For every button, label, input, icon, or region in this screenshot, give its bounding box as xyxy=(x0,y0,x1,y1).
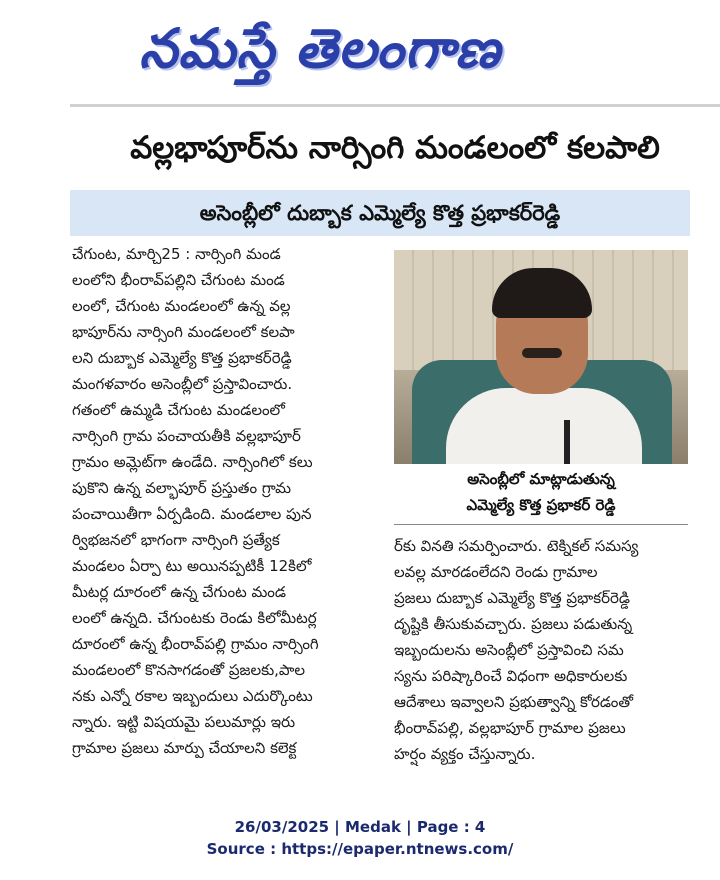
body-line: ర్విభజనలో భాగంగా నార్సింగి ప్రత్యేక xyxy=(72,531,280,549)
body-line: దూరంలో ఉన్న భీంరావ్‌పల్లి గ్రామం నార్సింగి xyxy=(72,635,319,653)
masthead-logo-text: నమస్తే తెలంగాణ xyxy=(139,17,501,80)
body-line: న్నారు. ఇట్టి విషయమై పలుమార్లు ఇరు xyxy=(72,713,296,731)
body-line: ఆదేశాలు ఇవ్వాలని ప్రభుత్వాన్ని కోరడంతో xyxy=(394,693,634,711)
body-line: గ్రామాల ప్రజలు మార్పు చేయాలని కలెక్ట xyxy=(72,739,297,757)
masthead-divider xyxy=(70,104,720,107)
body-line: ఇబ్బందులను అసెంబ్లీలో ప్రస్తావించి సమ xyxy=(394,641,624,659)
mla-speaking-photo xyxy=(394,250,688,464)
body-line: దృష్టికి తీసుకువచ్చారు. ప్రజలు పడుతున్న xyxy=(394,615,633,633)
page-footer xyxy=(0,816,720,860)
body-line: మండలంలో కొనసాగడంతో ప్రజలకు,పాల xyxy=(72,661,306,679)
body-line: ప్రజలు దుబ్బాక ఎమ్మెల్యే కొత్త ప్రభాకర్‌రెడ్డి xyxy=(394,589,630,607)
edition-info: 26/03/2025 | Medak | Page : 4 xyxy=(234,818,486,836)
photo-caption-line: అసెంబ్లీలో మాట్లాడుతున్న xyxy=(467,470,615,488)
photo-caption-line: ఎమ్మెల్యే కొత్త ప్రభాకర్ రెడ్డి xyxy=(466,496,616,514)
body-line: పంచాయితీగా ఏర్పడింది. మండలాల పున xyxy=(72,505,312,523)
body-line: చేగుంట, మార్చి25 : నార్సింగి మండ xyxy=(72,245,281,263)
body-line: హర్షం వ్యక్తం చేస్తున్నారు. xyxy=(394,745,536,763)
body-line: పుకొని ఉన్న వల్భాపూర్ ప్రస్తుతం గ్రామ xyxy=(72,479,292,497)
body-line: గతంలో ఉమ్మడి చేగుంట మండలంలో xyxy=(72,401,285,419)
body-line: ర్‌కు వినతి సమర్పించారు. టెక్నికల్ సమస్య xyxy=(394,537,639,555)
body-line: మీటర్ల దూరంలో ఉన్న చేగుంట మండ xyxy=(72,583,287,601)
body-line: నకు ఎన్నో రకాల ఇబ్బందులు ఎదుర్కొంటు xyxy=(72,687,313,705)
article-headline: వల్లభాపూర్‌ను నార్సింగి మండలంలో కలపాలి xyxy=(130,130,660,166)
newspaper-masthead xyxy=(0,4,720,94)
body-line: లంలో, చేగుంట మండలంలో ఉన్న వల్ల xyxy=(72,297,291,315)
body-line: లవల్ల మారడంలేదని రెండు గ్రామాల xyxy=(394,563,598,581)
body-line: భాపూర్‌ను నార్సింగి మండలంలో కలపా xyxy=(72,323,295,341)
article-right-column xyxy=(394,533,686,767)
microphone-icon xyxy=(564,420,570,464)
photo-caption xyxy=(394,466,688,518)
body-line: నార్సింగి గ్రామ పంచాయతీకి వల్లభాపూర్ xyxy=(72,427,301,445)
body-line: మండలం ఏర్పా టు అయినప్పటికీ 12కిలో xyxy=(72,557,312,575)
body-line: లని దుబ్బాక ఎమ్మెల్యే కొత్త ప్రభాకర్‌రెడ్డి xyxy=(72,349,292,367)
body-line: లంలోని భీంరావ్‌పల్లిని చేగుంట మండ xyxy=(72,271,285,289)
article-subhead: అసెంబ్లీలో దుబ్బాక ఎమ్మెల్యే కొత్త ప్రభాకర్‌రెడ్డి xyxy=(70,190,690,236)
body-line: భీంరావ్‌పల్లి, వల్లభాపూర్ గ్రామాల ప్రజలు xyxy=(394,719,626,737)
caption-divider xyxy=(394,524,688,525)
body-line: లంలో ఉన్నది. చేగుంటకు రెండు కిలోమీటర్ల xyxy=(72,609,317,627)
body-line: గ్రామం అమ్లెట్‌గా ఉండేది. నార్సింగిలో కలు xyxy=(72,453,313,471)
article-left-column xyxy=(72,241,384,761)
source-link[interactable]: Source : https://epaper.ntnews.com/ xyxy=(206,840,514,858)
body-line: స్యను పరిష్కారించే విధంగా అధికారులకు xyxy=(394,667,628,685)
body-line: మంగళవారం అసెంబ్లీలో ప్రస్తావించారు. xyxy=(72,375,293,393)
